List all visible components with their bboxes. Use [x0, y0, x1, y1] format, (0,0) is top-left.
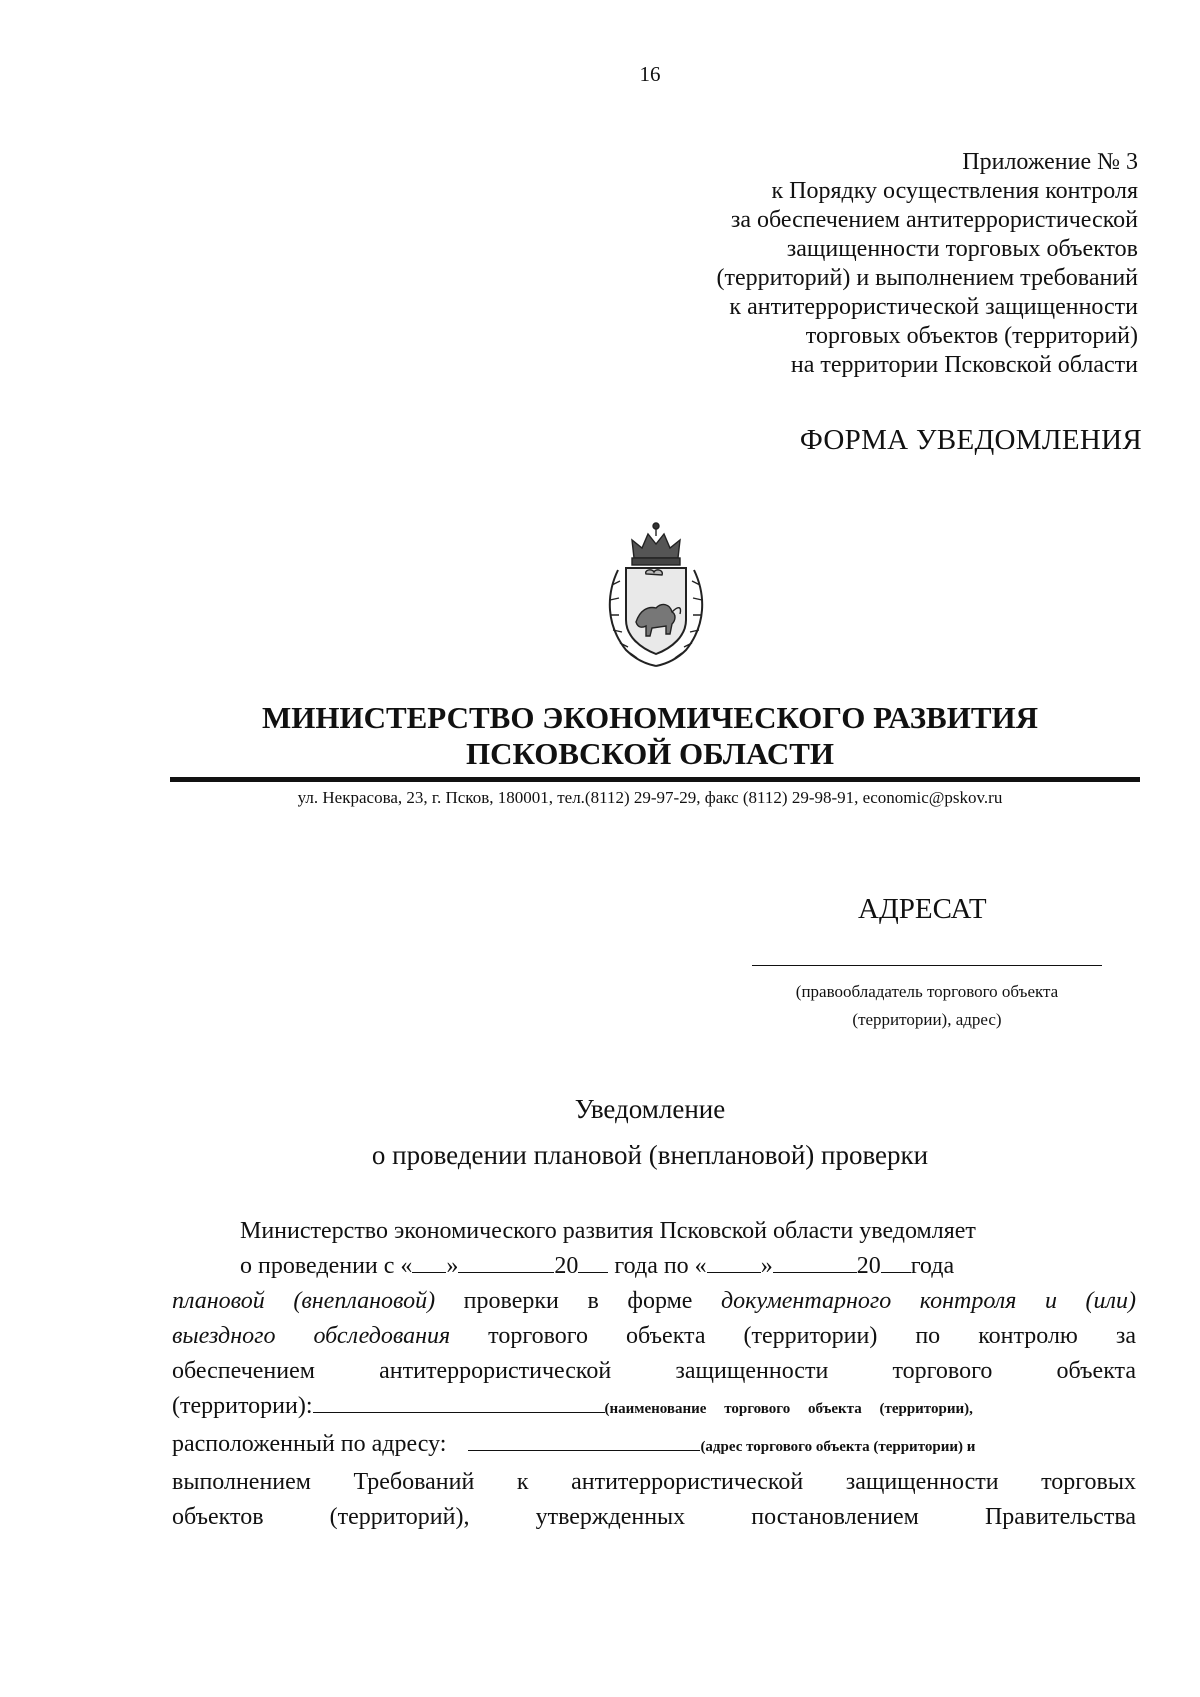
appendix-line: к антитеррористической защищенности: [729, 294, 1138, 320]
page-number: 16: [639, 62, 661, 86]
body-italic-text: выездного обследования: [172, 1323, 451, 1349]
notice-title: [0, 1086, 1200, 1178]
date-text: 20: [554, 1253, 579, 1279]
body-line-object-address: [172, 1427, 1136, 1465]
body-italic-text: плановой (внеплановой): [172, 1288, 436, 1314]
recipient-fill-line[interactable]: [752, 965, 1102, 966]
appendix-line: на территории Псковской области: [790, 352, 1138, 378]
appendix-line: к Порядку осуществления контроля: [771, 178, 1138, 204]
start-day-blank[interactable]: [412, 1252, 446, 1273]
date-text: »: [446, 1253, 459, 1279]
date-text: года по «: [614, 1253, 707, 1279]
header-divider: [170, 777, 1140, 782]
object-address-hint: (адрес торгового объекта (территории) и: [700, 1439, 976, 1455]
body-line: [172, 1319, 1136, 1354]
end-day-blank[interactable]: [707, 1252, 761, 1273]
body-text: торгового объекта (территории) по контролю за: [450, 1323, 1136, 1349]
body-line: [172, 1284, 1136, 1319]
start-month-blank[interactable]: [458, 1252, 554, 1273]
ministry-name-line: МИНИСТЕРСТВО ЭКОНОМИЧЕСКОГО РАЗВИТИЯ: [261, 700, 1039, 735]
body-text: расположенный по адресу:: [172, 1431, 447, 1457]
ministry-contact-line: ул. Некрасова, 23, г. Псков, 180001, тел.(8112) 29-97-29, факс (8112) 29-98-91, economic@pskov.ru: [297, 788, 1003, 807]
recipient-note-line: (территории), адрес): [852, 1010, 1002, 1029]
appendix-line: торговых объектов (территорий): [805, 323, 1138, 349]
body-line-dates: [172, 1249, 1136, 1284]
appendix-line: Приложение № 3: [962, 149, 1138, 175]
appendix-line: за обеспечением антитеррористической: [730, 207, 1138, 233]
body-line: объектов (территорий), утвержденных постановлением Правительства: [172, 1504, 1136, 1530]
date-text: »: [760, 1253, 773, 1279]
end-month-blank[interactable]: [773, 1252, 857, 1273]
recipient-note: [752, 978, 1102, 1034]
start-year-blank[interactable]: [578, 1252, 608, 1273]
object-address-blank[interactable]: [468, 1430, 700, 1451]
end-year-blank[interactable]: [881, 1252, 911, 1273]
object-name-blank[interactable]: [313, 1392, 605, 1413]
object-name-hint: (наименование торгового объекта (территории),: [604, 1401, 973, 1417]
date-text: года: [910, 1253, 955, 1279]
ministry-name-line: ПСКОВСКОЙ ОБЛАСТИ: [465, 736, 835, 771]
form-title: ФОРМА УВЕДОМЛЕНИЯ: [799, 424, 1142, 456]
recipient-title: АДРЕСАТ: [858, 893, 987, 925]
date-text: о проведении с «: [240, 1253, 413, 1279]
body-text: (территории):: [172, 1393, 313, 1419]
body-line: обеспечением антитеррористической защищенности торгового объекта: [172, 1358, 1136, 1384]
date-text: 20: [856, 1253, 881, 1279]
body-text: проверки в форме: [435, 1288, 722, 1314]
notice-title-line: Уведомление: [574, 1094, 726, 1124]
body-italic-text: документарного контроля и (или): [721, 1288, 1136, 1314]
body-line-object-name: [172, 1389, 1136, 1427]
appendix-header: [717, 148, 1139, 380]
ministry-name: [0, 700, 1200, 772]
appendix-line: защищенности торговых объектов: [786, 236, 1138, 262]
recipient-note-line: (правообладатель торгового объекта: [795, 982, 1059, 1001]
notice-title-line: о проведении плановой (внеплановой) проверки: [371, 1140, 929, 1170]
appendix-line: (территорий) и выполнением требований: [716, 265, 1138, 291]
body-line: Министерство экономического развития Псковской области уведомляет: [240, 1218, 976, 1244]
coat-of-arms-pskov-icon: [596, 510, 716, 670]
body-line: выполнением Требований к антитеррористической защищенности торговых: [172, 1469, 1136, 1495]
notice-body: [172, 1214, 1136, 1535]
